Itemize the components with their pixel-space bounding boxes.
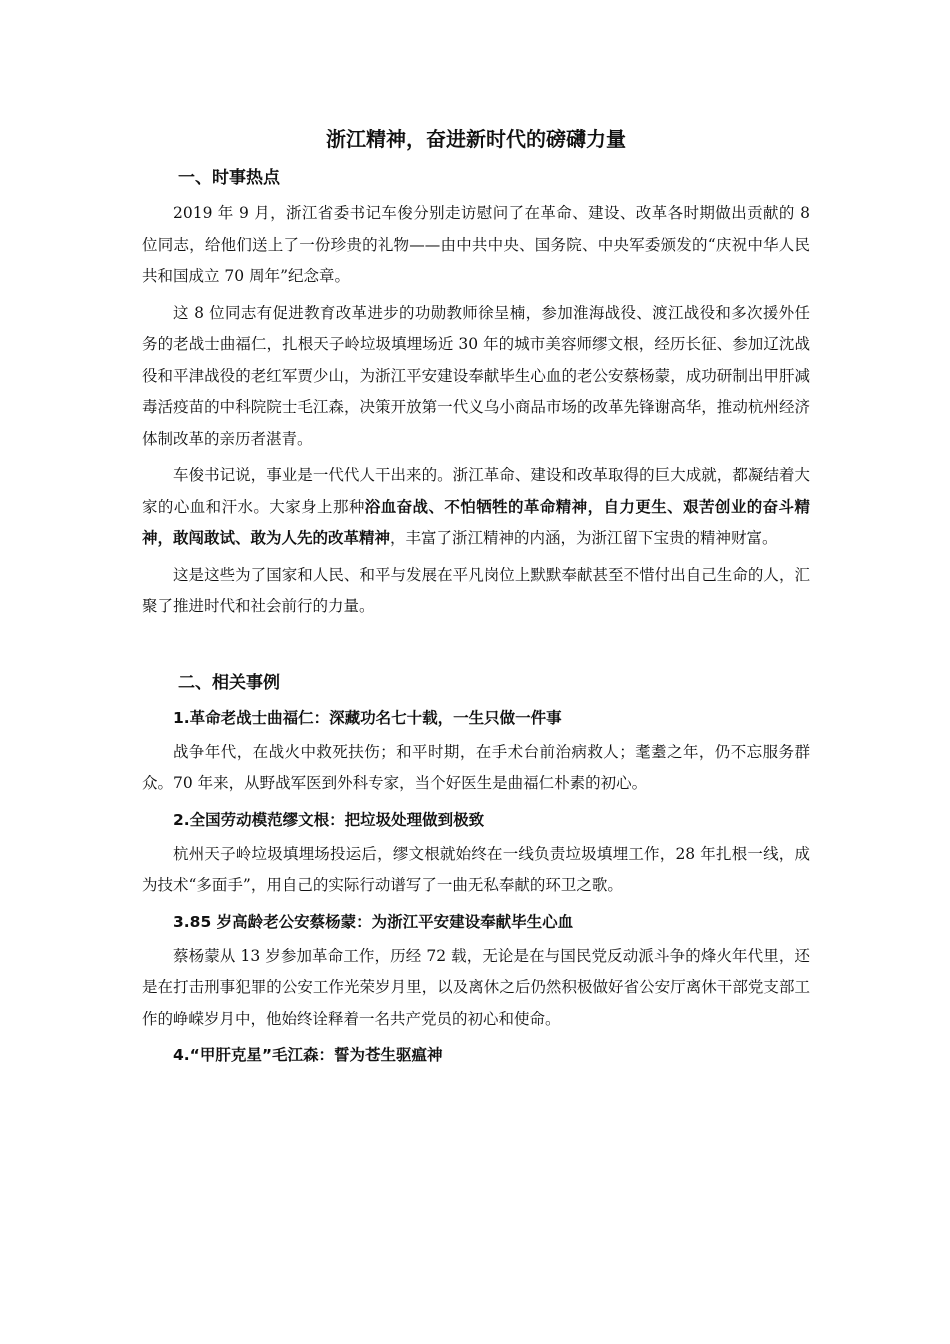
paragraph-3-text-c: ，丰富了浙江精神的内涵，为浙江留下宝贵的精神财富。 — [390, 529, 778, 547]
case-heading-1: 1.革命老战士曲福仁：深藏功名七十载，一生只做一件事 — [173, 708, 562, 727]
case-heading-2: 2.全国劳动模范缪文根：把垃圾处理做到极致 — [173, 810, 485, 829]
paragraph-3-text-a: 车俊书记说，事业是一代代人干出来的。浙江革命、建设和改革取得的巨大成就，都凝结着大家的心血和汗水。大家身上那种 — [142, 466, 810, 516]
paragraph-2: 这 8 位同志有促进教育改革进步的功勋教师徐呈楠，参加淮海战役、渡江战役和多次援外任务的老战士曲福仁，扎根天子岭垃圾填埋场近 30 年的城市美容师缪文根，经历长征、参加辽沈战役和平津战役的老红军贾少山，为浙江平安建设奉献毕生心血的老公安蔡杨蒙，成功研制出甲肝减毒活疫苗的中科院院士毛江森，决策开放第一代义乌小商品市场的改革先锋谢高华，推动杭州经济体制改革的亲历者湛青。 — [142, 303, 810, 448]
case-body-1: 战争年代，在战火中救死扶伤；和平时期，在手术台前治病救人；耄耋之年，仍不忘服务群众。70 年来，从野战军医到外科专家，当个好医生是曲福仁朴素的初心。 — [142, 742, 810, 792]
case-heading-3: 3.85 岁高龄老公安蔡杨蒙：为浙江平安建设奉献毕生心血 — [173, 912, 574, 931]
paragraph-4: 这是这些为了国家和人民、和平与发展在平凡岗位上默默奉献甚至不惜付出自己生命的人，汇聚了推进时代和社会前行的力量。 — [142, 565, 810, 615]
paragraph-3 — [142, 460, 810, 555]
case-body-3: 蔡杨蒙从 13 岁参加革命工作，历经 72 载，无论是在与国民党反动派斗争的烽火年代里，还是在打击刑事犯罪的公安工作光荣岁月里，以及离休之后仍然积极做好省公安厅离休干部党支部工作的峥嵘岁月中，他始终诠释着一名共产党员的初心和使命。 — [142, 946, 810, 1028]
case-body-2: 杭州天子岭垃圾填埋场投运后，缪文根就始终在一线负责垃圾填埋工作，28 年扎根一线，成为技术“多面手”，用自己的实际行动谱写了一曲无私奉献的环卫之歌。 — [142, 844, 810, 894]
paragraph-1: 2019 年 9 月，浙江省委书记车俊分别走访慰问了在革命、建设、改革各时期做出贡献的 8 位同志，给他们送上了一份珍贵的礼物——由中共中央、国务院、中央军委颁发的“庆祝中华人民共和国成立 70 周年”纪念章。 — [142, 204, 810, 285]
paragraph-3-bold-spirits: 浴血奋战、不怕牺牲的革命精神，自力更生、艰苦创业的奋斗精神，敢闯敢试、敢为人先的改革精神 — [142, 497, 810, 547]
section-heading-related-cases: 二、相关事例 — [178, 672, 280, 693]
document-title: 浙江精神，奋进新时代的磅礴力量 — [326, 127, 626, 151]
section-heading-current-events: 一、时事热点 — [178, 168, 280, 188]
case-heading-4: 4.“甲肝克星”毛江森：誓为苍生驱瘟神 — [173, 1046, 443, 1064]
